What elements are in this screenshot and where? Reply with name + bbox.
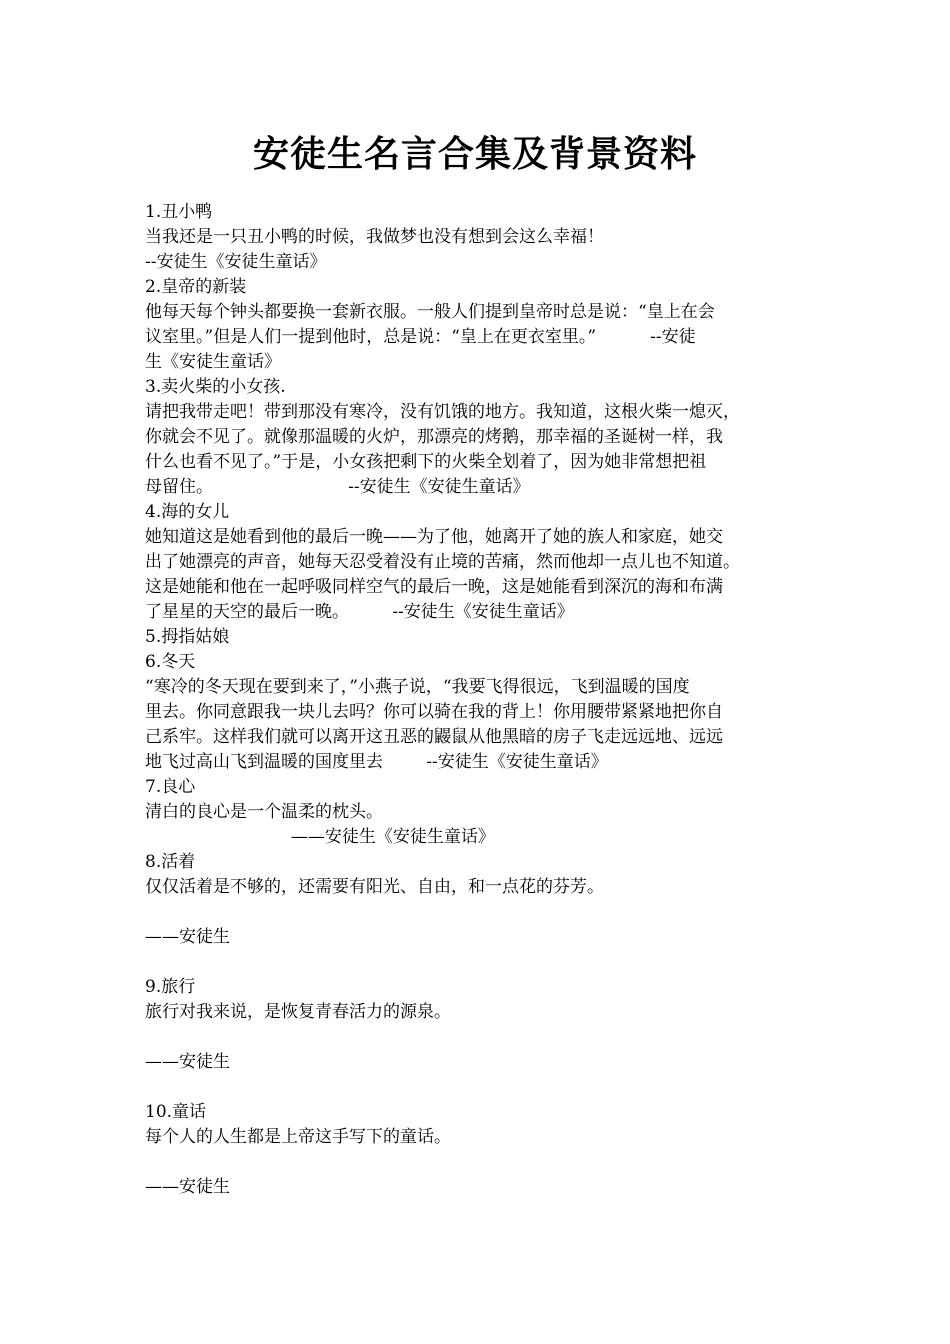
text-line: 当我还是一只丑小鸭的时候，我做梦也没有想到会这么幸福！	[145, 227, 604, 247]
text-line: ——安徒生	[145, 1177, 230, 1197]
text-line: ——安徒生《安徒生童话》	[145, 827, 495, 847]
text-line: 清白的良心是一个温柔的枕头。	[145, 802, 383, 822]
text-line: 他每天每个钟头都要换一套新衣服。一般人们提到皇帝时总是说：“皇上在会	[145, 302, 715, 322]
text-line: 10.童话	[145, 1102, 207, 1122]
text-line: 7.良心	[145, 777, 196, 797]
text-line	[145, 1075, 810, 1100]
text-line: 9.旅行	[145, 977, 196, 997]
text-line: 每个人的人生都是上帝这手写下的童话。	[145, 1127, 451, 1147]
text-line: “寒冷的冬天现在要到来了，”小燕子说，“我要飞得很远，飞到温暖的国度	[145, 677, 690, 697]
text-line	[145, 1025, 810, 1050]
text-line: ——安徒生	[145, 1052, 230, 1072]
document-title: 安徒生名言合集及背景资料	[252, 133, 697, 175]
document-body	[145, 200, 810, 1200]
text-line: 5.拇指姑娘	[145, 627, 230, 647]
text-line: ——安徒生	[145, 927, 230, 947]
text-line: 仅仅活着是不够的，还需要有阳光、自由，和一点花的芬芳。	[145, 877, 604, 897]
text-line: 4.海的女儿	[145, 502, 230, 522]
text-line: 6.冬天	[145, 652, 196, 672]
text-line: 3.卖火柴的小女孩.	[145, 377, 286, 397]
text-line: 出了她漂亮的声音，她每天忍受着没有止境的苦痛，然而他却一点儿也不知道。	[145, 552, 740, 572]
text-line: 议室里。”但是人们一提到他时，总是说：“皇上在更衣室里。” --安徒	[145, 327, 696, 347]
text-line: 她知道这是她看到他的最后一晚——为了他，她离开了她的族人和家庭，她交	[145, 527, 723, 547]
text-line: 1.丑小鸭	[145, 202, 213, 222]
text-line: 己系牢。这样我们就可以离开这丑恶的鼹鼠从他黑暗的房子飞走远远地、远远	[145, 727, 723, 747]
text-line	[145, 950, 810, 975]
text-line	[145, 1150, 810, 1175]
text-line: 2.皇帝的新装	[145, 277, 247, 297]
text-line: 生《安徒生童话》	[145, 352, 281, 372]
text-line: 旅行对我来说，是恢复青春活力的源泉。	[145, 1002, 451, 1022]
text-line: 了星星的天空的最后一晚。 --安徒生《安徒生童话》	[145, 602, 574, 622]
text-line: 母留住。 --安徒生《安徒生童话》	[145, 477, 530, 497]
text-line: 你就会不见了。就像那温暖的火炉，那漂亮的烤鹅，那幸福的圣诞树一样，我	[145, 427, 723, 447]
text-line: --安徒生《安徒生童话》	[145, 252, 327, 272]
text-line: 这是她能和他在一起呼吸同样空气的最后一晚，这是她能看到深沉的海和布满	[145, 577, 723, 597]
text-line: 地飞过高山飞到温暖的国度里去 --安徒生《安徒生童话》	[145, 752, 608, 772]
text-line: 什么也看不见了。”于是，小女孩把剩下的火柴全划着了，因为她非常想把祖	[145, 452, 707, 472]
text-line: 8.活着	[145, 852, 196, 872]
text-line: 里去。你同意跟我一块儿去吗？你可以骑在我的背上！你用腰带紧紧地把你自	[145, 702, 723, 722]
text-line: 请把我带走吧！带到那没有寒冷，没有饥饿的地方。我知道，这根火柴一熄灭，	[145, 402, 740, 422]
text-line	[145, 900, 810, 925]
